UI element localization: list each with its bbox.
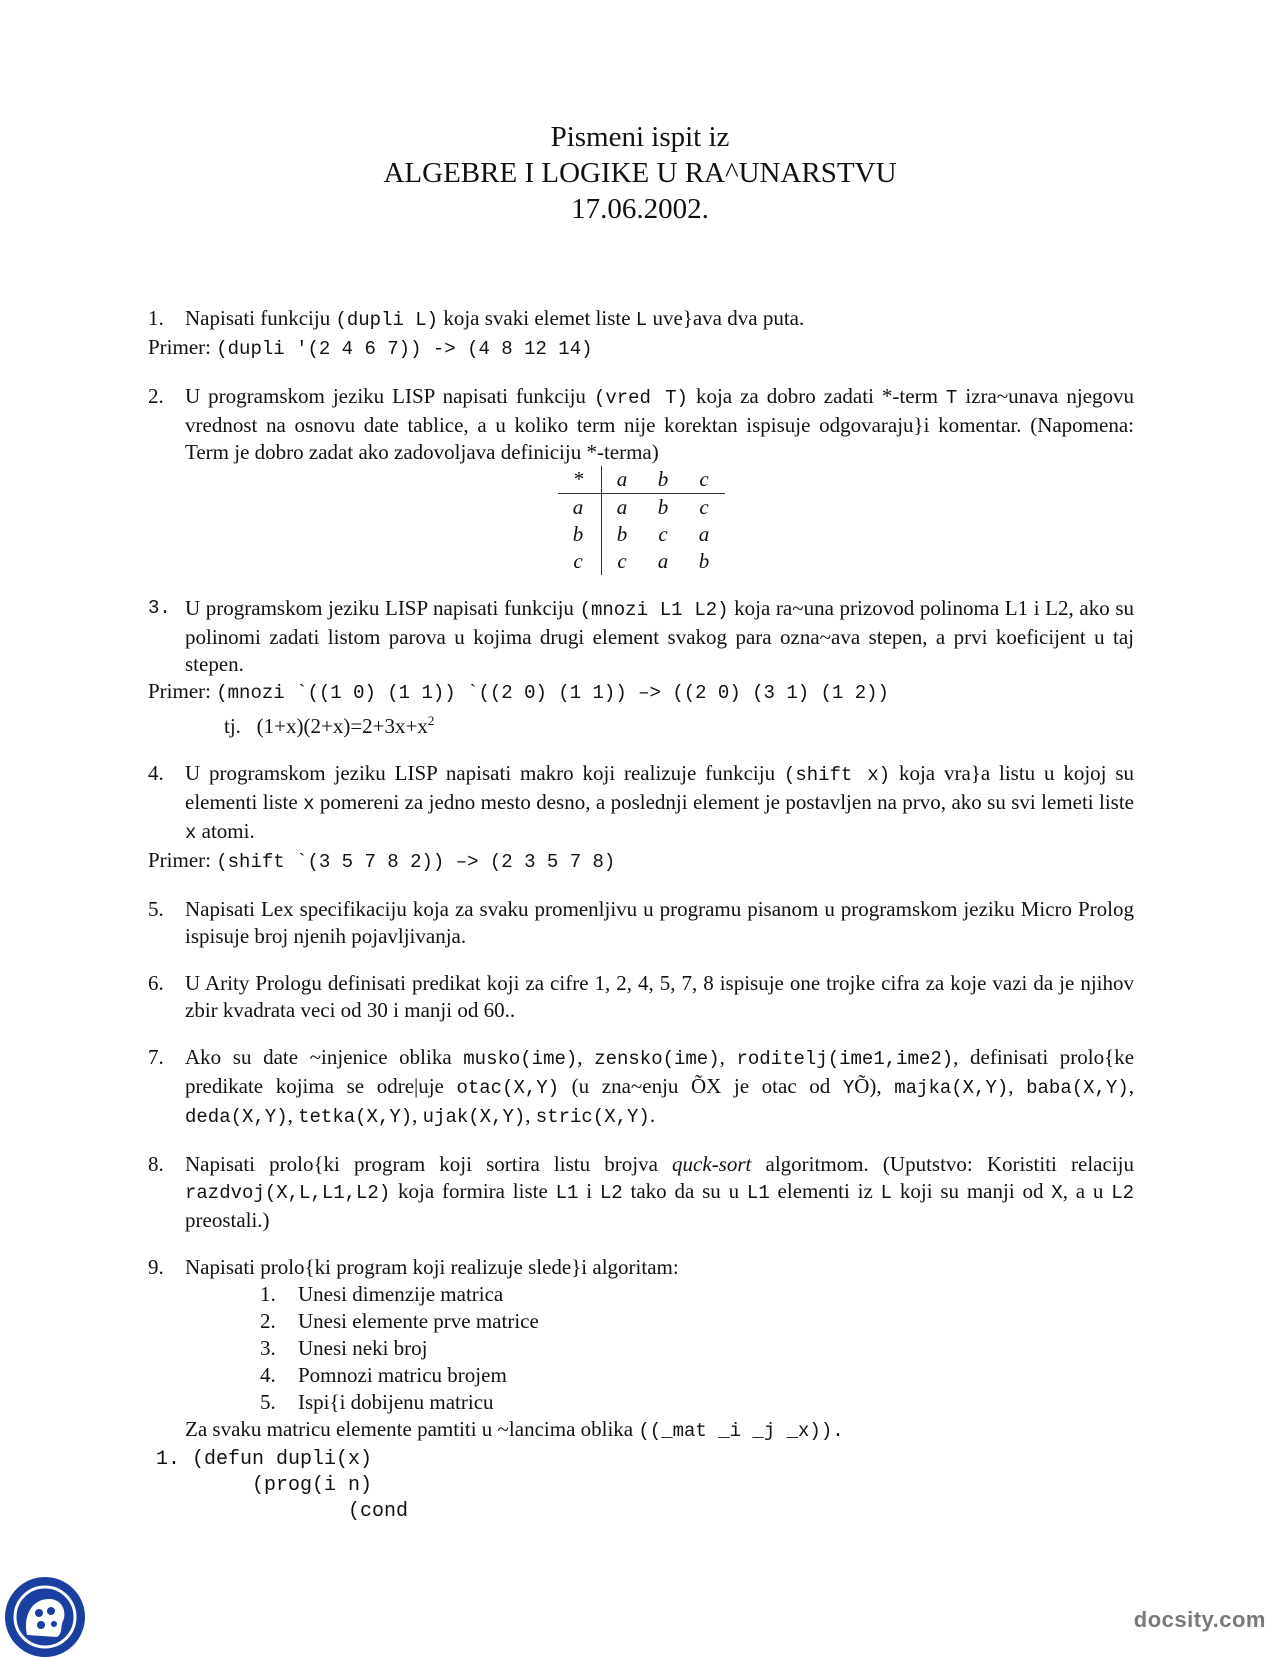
code-fragment: stric(X,Y) xyxy=(535,1106,650,1128)
code-fragment: L1 xyxy=(746,1182,770,1204)
problem-list xyxy=(148,305,1134,1445)
code-fragment: otac(X,Y) xyxy=(456,1077,560,1099)
code-fragment: ujak(X,Y) xyxy=(422,1106,526,1128)
table-cell: a xyxy=(616,495,628,519)
primer-code: (shift `(3 5 7 8 2)) –> (2 3 5 7 8) xyxy=(216,851,616,873)
emphasis-text: quck-sort xyxy=(672,1152,752,1176)
problem-text: U programskom jeziku LISP napisati funkciju xyxy=(185,596,580,620)
primer-4 xyxy=(148,847,1134,876)
problem-text: , xyxy=(1008,1074,1027,1098)
problem-number: 7. xyxy=(148,1045,164,1069)
table-cell: a xyxy=(657,549,669,573)
code-fragment: (shift x) xyxy=(783,764,891,786)
code-fragment: x xyxy=(185,822,197,844)
operation-table xyxy=(558,466,725,575)
table-cell: * xyxy=(558,466,602,494)
solution-code: 1. (defun dupli(x) (prog(i n) (cond xyxy=(156,1448,409,1523)
code-fragment: L2 xyxy=(599,1182,623,1204)
code-fragment: majka(X,Y) xyxy=(894,1077,1009,1099)
problem-text: Napisati prolo{ki program koji realizuje slede}i algoritam: xyxy=(185,1255,679,1279)
problem-text: , xyxy=(412,1103,423,1127)
step-text: Unesi neki broj xyxy=(298,1336,428,1360)
problem-text: , xyxy=(525,1103,536,1127)
tj-exponent: 2 xyxy=(427,713,435,728)
problem-3 xyxy=(148,595,1134,678)
problem-text: koja formira liste xyxy=(390,1179,556,1203)
title-line-3: 17.06.2002. xyxy=(571,193,709,225)
operation-table-header xyxy=(558,466,725,494)
list-item xyxy=(260,1362,1134,1389)
primer-label: Primer: xyxy=(148,335,217,359)
problem-text: pomereni za jedno mesto desno, a poslednji element je postavljen na prvo, ako su svi lemeti liste xyxy=(314,790,1134,814)
note-text: Za svaku matricu elemente pamtiti u ~lancima oblika xyxy=(185,1417,639,1441)
list-item xyxy=(260,1281,1134,1308)
problem-8 xyxy=(148,1151,1134,1234)
code-fragment: (dupli L) xyxy=(335,309,439,331)
step-number: 4. xyxy=(260,1363,276,1387)
problem-4 xyxy=(148,760,1134,847)
problem-number: 3. xyxy=(148,597,171,619)
problem-number: 4. xyxy=(148,761,164,785)
algorithm-steps xyxy=(148,1281,1134,1416)
step-text: Unesi dimenzije matrica xyxy=(298,1282,504,1306)
code-fragment: ((_mat _i _j _x)). xyxy=(638,1420,844,1442)
problem-text: koja ra~una prizovod polinoma L1 i L2, ako su polinomi zadati listom parova u kojima drugi element svakog para ozna~ava stepen, a prvi koeficijent u taj stepen. xyxy=(185,596,1134,676)
exam-title xyxy=(0,119,1280,227)
table-row xyxy=(558,548,725,575)
step-number: 5. xyxy=(260,1390,276,1414)
problem-number: 2. xyxy=(148,384,164,408)
docsity-logo-icon xyxy=(5,1577,85,1657)
list-item xyxy=(260,1335,1134,1362)
table-cell: c xyxy=(684,466,725,494)
tj-formula: (1+x)(2+x)=2+3x+x xyxy=(256,714,428,738)
problem-text: i xyxy=(578,1179,600,1203)
step-number: 3. xyxy=(260,1336,276,1360)
code-fragment: x xyxy=(303,793,315,815)
table-cell: c xyxy=(558,548,602,575)
code-fragment: X xyxy=(1051,1182,1063,1204)
problem-text: koja za dobro zadati *-term xyxy=(687,384,946,408)
problem-text: uve}ava dva puta. xyxy=(647,306,805,330)
problem-number: 9. xyxy=(148,1255,164,1279)
table-cell: b xyxy=(616,522,628,546)
tj-line xyxy=(148,707,1134,740)
table-cell: a xyxy=(601,466,643,494)
problem-number: 5. xyxy=(148,897,164,921)
table-cell: b xyxy=(657,495,669,519)
table-cell: b xyxy=(558,521,602,548)
table-cell: b xyxy=(698,549,710,573)
problem-text: , xyxy=(719,1045,737,1069)
code-fragment: L xyxy=(635,309,648,331)
primer-code: (dupli '(2 4 6 7)) -> (4 8 12 14) xyxy=(216,338,593,360)
step-number: 1. xyxy=(260,1282,276,1306)
problem-text: koja svaki elemet liste xyxy=(438,306,636,330)
code-fragment: T xyxy=(945,387,958,409)
code-fragment: Y xyxy=(842,1077,855,1099)
problem-text: preostali.) xyxy=(185,1208,270,1232)
primer-code: (mnozi `((1 0) (1 1)) `((2 0) (1 1)) –> ((2 0) (3 1) (1 2)) xyxy=(216,682,889,704)
primer-1 xyxy=(148,334,1134,363)
code-fragment: roditelj(ime1,ime2) xyxy=(736,1048,954,1070)
code-fragment: (mnozi L1 L2) xyxy=(579,599,729,621)
problem-number: 1. xyxy=(148,306,164,330)
problem-1 xyxy=(148,305,1134,334)
table-cell: c xyxy=(617,549,627,573)
step-number: 2. xyxy=(260,1309,276,1333)
code-fragment: L2 xyxy=(1111,1182,1135,1204)
code-fragment: tetka(X,Y) xyxy=(298,1106,413,1128)
problem-9 xyxy=(148,1254,1134,1281)
step-text: Unesi elemente prve matrice xyxy=(298,1309,539,1333)
problem-6 xyxy=(148,970,1134,1024)
problem-text: Napisati funkciju xyxy=(185,306,336,330)
code-fragment: baba(X,Y) xyxy=(1026,1077,1129,1099)
primer-label: Primer: xyxy=(148,679,217,703)
title-line-2: ALGEBRE I LOGIKE U RA^UNARSTVU xyxy=(383,157,897,189)
code-fragment: razdvoj(X,L,L1,L2) xyxy=(185,1182,391,1204)
tj-label: tj. xyxy=(224,714,241,738)
step-text: Ispi{i dobijenu matricu xyxy=(298,1390,494,1414)
problem-text: , xyxy=(287,1103,299,1127)
problem-text: Napisati prolo{ki program koji sortira listu brojva xyxy=(185,1152,673,1176)
primer-3 xyxy=(148,678,1134,707)
table-row xyxy=(558,494,725,522)
problem-number: 6. xyxy=(148,971,164,995)
code-fragment: musko(ime) xyxy=(463,1048,578,1070)
problem-text: U programskom jeziku LISP napisati funkciju xyxy=(185,384,594,408)
problem-2 xyxy=(148,383,1134,466)
code-fragment: zensko(ime) xyxy=(594,1048,720,1070)
problem-text: elementi iz xyxy=(769,1179,881,1203)
problem-text: U Arity Prologu definisati predikat koji za cifre 1, 2, 4, 5, 7, 8 ispisuje one trojke cifra za koje vazi da je njihov zbir kvadrata veci od 30 i manji od 60.. xyxy=(185,971,1134,1022)
code-fragment: L1 xyxy=(555,1182,579,1204)
docsity-watermark: docsity.com xyxy=(1133,1607,1266,1632)
table-cell: b xyxy=(643,466,684,494)
problem-5 xyxy=(148,896,1134,950)
table-cell: a xyxy=(558,494,602,522)
problem-9-note xyxy=(148,1416,1134,1445)
problem-text: , xyxy=(1128,1074,1134,1098)
table-cell: a xyxy=(698,522,710,546)
problem-text: tako da su u xyxy=(622,1179,747,1203)
code-fragment: (vred T) xyxy=(593,387,688,409)
table-cell: c xyxy=(699,495,709,519)
problem-text: U programskom jeziku LISP napisati makro koji realizuje funkciju xyxy=(185,761,784,785)
problem-text: izra~unava njegovu vrednost na osnovu date tablice, a u koliko term nije korektan ispisuje odgovaraju}i komentar. (Napomena: Term je dobro zadat ako zadovoljava definiciju *-terma) xyxy=(185,384,1134,464)
step-text: Pomnozi matricu brojem xyxy=(298,1363,507,1387)
table-cell: c xyxy=(658,522,668,546)
problem-text: , xyxy=(577,1045,595,1069)
title-line-1: Pismeni ispit iz xyxy=(550,121,730,153)
problem-text: Ako su date ~injenice oblika xyxy=(185,1045,464,1069)
logo-graphic xyxy=(5,1577,85,1657)
problem-text: koji su manji od xyxy=(892,1179,1052,1203)
problem-7 xyxy=(148,1044,1134,1131)
problem-text: koja vra}a listu u kojoj su elementi liste xyxy=(185,761,1135,814)
problem-text: Õ), xyxy=(854,1074,895,1098)
problem-text: (u zna~enju ÕX je otac od xyxy=(559,1074,843,1098)
primer-label: Primer: xyxy=(148,848,217,872)
problem-text: atomi. xyxy=(196,819,255,843)
problem-text: algoritmom. (Uputstvo: Koristiti relaciju xyxy=(751,1152,1134,1176)
list-item xyxy=(260,1389,1134,1416)
problem-text: Napisati Lex specifikaciju koja za svaku promenljivu u programu pisanom u programskom jeziku Micro Prolog ispisuje broj njenih pojavljivanja. xyxy=(185,897,1134,948)
problem-number: 8. xyxy=(148,1152,164,1176)
code-fragment: deda(X,Y) xyxy=(185,1106,288,1128)
code-fragment: L xyxy=(880,1182,893,1204)
list-item xyxy=(260,1308,1134,1335)
problem-text: . xyxy=(649,1103,656,1127)
problem-text: , definisati prolo{ke predikate kojima se odre|uje xyxy=(185,1045,1135,1098)
problem-text: , a u xyxy=(1062,1179,1112,1203)
table-row xyxy=(558,521,725,548)
